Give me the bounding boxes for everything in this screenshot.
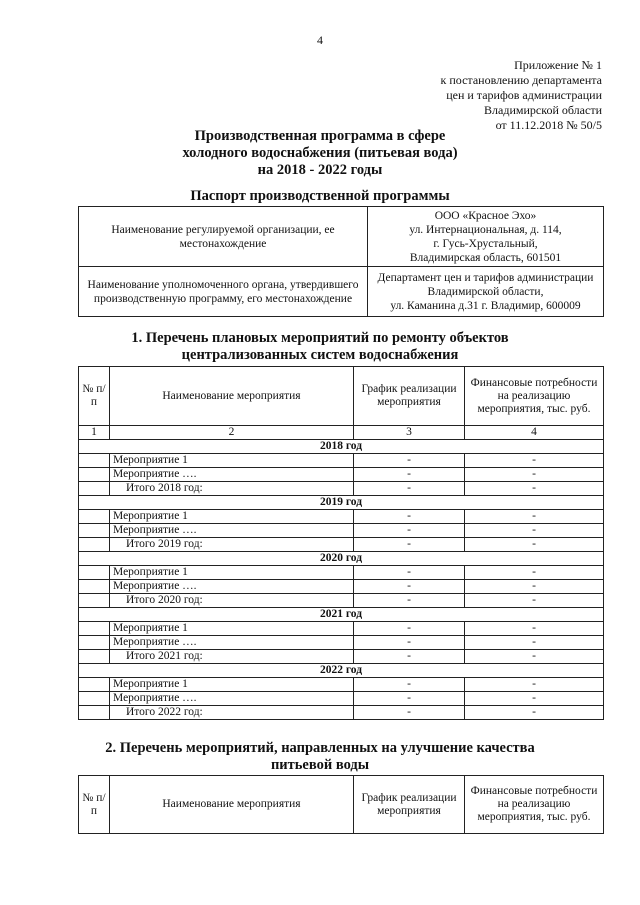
heading-line: питьевой воды bbox=[270, 757, 370, 773]
heading-line: 2. Перечень мероприятий, направленных на улучшение качества bbox=[105, 740, 535, 756]
cell-num bbox=[79, 510, 110, 524]
col-header-schedule: График реализации мероприятия bbox=[354, 367, 465, 426]
cell-finance: - bbox=[465, 510, 604, 524]
cell-num bbox=[79, 706, 110, 720]
cell-num bbox=[79, 482, 110, 496]
cell-activity-name: Мероприятие …. bbox=[110, 524, 354, 538]
cell-finance: - bbox=[465, 622, 604, 636]
table-row bbox=[79, 524, 604, 538]
cell-activity-name: Мероприятие 1 bbox=[110, 622, 354, 636]
section1-heading bbox=[0, 330, 640, 364]
cell-finance: - bbox=[465, 482, 604, 496]
col-number: 3 bbox=[354, 426, 465, 440]
appendix-line: к постановлению департамента bbox=[440, 73, 602, 87]
table-row bbox=[79, 207, 604, 267]
table-row bbox=[79, 580, 604, 594]
col-header-num: № п/п bbox=[79, 776, 110, 834]
cell-activity-name: Итого 2018 год: bbox=[110, 482, 354, 496]
cell-schedule: - bbox=[354, 566, 465, 580]
cell-activity-name: Итого 2020 год: bbox=[110, 594, 354, 608]
cell-finance: - bbox=[465, 594, 604, 608]
year-row bbox=[79, 664, 604, 678]
table-row bbox=[79, 706, 604, 720]
cell-finance: - bbox=[465, 468, 604, 482]
table-row bbox=[79, 454, 604, 468]
table-row bbox=[79, 678, 604, 692]
cell-num bbox=[79, 678, 110, 692]
page-number: 4 bbox=[317, 33, 323, 47]
passport-authority-value bbox=[368, 267, 604, 317]
cell-activity-name: Мероприятие 1 bbox=[110, 510, 354, 524]
appendix-block bbox=[362, 58, 602, 133]
section1-table bbox=[78, 366, 604, 720]
cell-schedule: - bbox=[354, 692, 465, 706]
section2-table bbox=[78, 775, 604, 834]
value-line: Департамент цен и тарифов администрации bbox=[377, 271, 594, 284]
cell-schedule: - bbox=[354, 510, 465, 524]
cell-schedule: - bbox=[354, 594, 465, 608]
cell-finance: - bbox=[465, 538, 604, 552]
cell-finance: - bbox=[465, 566, 604, 580]
cell-activity-name: Итого 2019 год: bbox=[110, 538, 354, 552]
col-header-finance: Финансовые потребности на реализацию мероприятия, тыс. руб. bbox=[465, 776, 604, 834]
appendix-line: Владимирской области bbox=[484, 103, 602, 117]
value-line: ул. Интернациональная, д. 114, bbox=[409, 223, 562, 236]
cell-finance: - bbox=[465, 636, 604, 650]
table-row bbox=[79, 594, 604, 608]
year-row bbox=[79, 496, 604, 510]
cell-activity-name: Мероприятие …. bbox=[110, 636, 354, 650]
col-header-name: Наименование мероприятия bbox=[110, 367, 354, 426]
table-row bbox=[79, 566, 604, 580]
value-line: Владимирская область, 601501 bbox=[409, 251, 562, 264]
col-header-schedule: График реализации мероприятия bbox=[354, 776, 465, 834]
cell-schedule: - bbox=[354, 468, 465, 482]
cell-activity-name: Мероприятие 1 bbox=[110, 566, 354, 580]
year-row bbox=[79, 440, 604, 454]
value-line: ООО «Красное Эхо» bbox=[434, 209, 537, 222]
cell-activity-name: Итого 2021 год: bbox=[110, 650, 354, 664]
title-line: на 2018 - 2022 годы bbox=[257, 162, 383, 178]
table-row bbox=[79, 692, 604, 706]
year-label: 2022 год bbox=[79, 664, 604, 678]
col-number: 1 bbox=[79, 426, 110, 440]
cell-num bbox=[79, 524, 110, 538]
cell-num bbox=[79, 594, 110, 608]
cell-finance: - bbox=[465, 678, 604, 692]
appendix-line: цен и тарифов администрации bbox=[446, 88, 602, 102]
cell-schedule: - bbox=[354, 454, 465, 468]
cell-finance: - bbox=[465, 524, 604, 538]
passport-table bbox=[78, 206, 604, 317]
cell-num bbox=[79, 692, 110, 706]
year-row bbox=[79, 608, 604, 622]
table-row bbox=[79, 482, 604, 496]
table-header-row bbox=[79, 776, 604, 834]
year-label: 2021 год bbox=[79, 608, 604, 622]
table-row bbox=[79, 636, 604, 650]
passport-org-label: Наименование регулируемой организации, ее местонахождение bbox=[79, 207, 368, 267]
cell-schedule: - bbox=[354, 650, 465, 664]
col-number: 2 bbox=[110, 426, 354, 440]
cell-activity-name: Мероприятие …. bbox=[110, 692, 354, 706]
cell-num bbox=[79, 650, 110, 664]
cell-num bbox=[79, 454, 110, 468]
cell-activity-name: Мероприятие 1 bbox=[110, 454, 354, 468]
col-header-name: Наименование мероприятия bbox=[110, 776, 354, 834]
cell-num bbox=[79, 580, 110, 594]
cell-finance: - bbox=[465, 692, 604, 706]
cell-schedule: - bbox=[354, 636, 465, 650]
table-row bbox=[79, 650, 604, 664]
table-header-row bbox=[79, 367, 604, 426]
table-row bbox=[79, 468, 604, 482]
section2-heading bbox=[0, 740, 640, 774]
cell-num bbox=[79, 622, 110, 636]
cell-schedule: - bbox=[354, 482, 465, 496]
table-row bbox=[79, 538, 604, 552]
value-line: ул. Каманина д.31 г. Владимир, 600009 bbox=[390, 299, 581, 312]
cell-schedule: - bbox=[354, 580, 465, 594]
table-row bbox=[79, 510, 604, 524]
title-line: холодного водоснабжения (питьевая вода) bbox=[182, 145, 458, 161]
passport-heading: Паспорт производственной программы bbox=[190, 188, 450, 204]
appendix-line: от 11.12.2018 № 50/5 bbox=[495, 118, 602, 132]
cell-activity-name: Мероприятие 1 bbox=[110, 678, 354, 692]
cell-num bbox=[79, 538, 110, 552]
title-line: Производственная программа в сфере bbox=[194, 128, 446, 144]
year-label: 2018 год bbox=[79, 440, 604, 454]
cell-schedule: - bbox=[354, 678, 465, 692]
column-number-row bbox=[79, 426, 604, 440]
table-row bbox=[79, 622, 604, 636]
cell-activity-name: Мероприятие …. bbox=[110, 580, 354, 594]
cell-finance: - bbox=[465, 706, 604, 720]
year-row bbox=[79, 552, 604, 566]
year-label: 2020 год bbox=[79, 552, 604, 566]
cell-schedule: - bbox=[354, 524, 465, 538]
appendix-line: Приложение № 1 bbox=[514, 58, 602, 72]
cell-finance: - bbox=[465, 650, 604, 664]
cell-num bbox=[79, 468, 110, 482]
col-number: 4 bbox=[465, 426, 604, 440]
passport-org-value bbox=[368, 207, 604, 267]
cell-finance: - bbox=[465, 454, 604, 468]
cell-num bbox=[79, 566, 110, 580]
value-line: г. Гусь-Хрустальный, bbox=[433, 237, 538, 250]
cell-schedule: - bbox=[354, 622, 465, 636]
year-label: 2019 год bbox=[79, 496, 604, 510]
cell-num bbox=[79, 636, 110, 650]
cell-activity-name: Итого 2022 год: bbox=[110, 706, 354, 720]
col-header-finance: Финансовые потребности на реализацию мероприятия, тыс. руб. bbox=[465, 367, 604, 426]
heading-line: 1. Перечень плановых мероприятий по ремонту объектов bbox=[131, 330, 509, 346]
cell-schedule: - bbox=[354, 706, 465, 720]
program-title bbox=[0, 128, 640, 179]
col-header-num: № п/п bbox=[79, 367, 110, 426]
cell-activity-name: Мероприятие …. bbox=[110, 468, 354, 482]
heading-line: централизованных систем водоснабжения bbox=[181, 347, 459, 363]
cell-schedule: - bbox=[354, 538, 465, 552]
cell-finance: - bbox=[465, 580, 604, 594]
table-row bbox=[79, 267, 604, 317]
passport-authority-label: Наименование уполномоченного органа, утвердившего производственную программу, его местонахождение bbox=[79, 267, 368, 317]
value-line: Владимирской области, bbox=[427, 285, 544, 298]
